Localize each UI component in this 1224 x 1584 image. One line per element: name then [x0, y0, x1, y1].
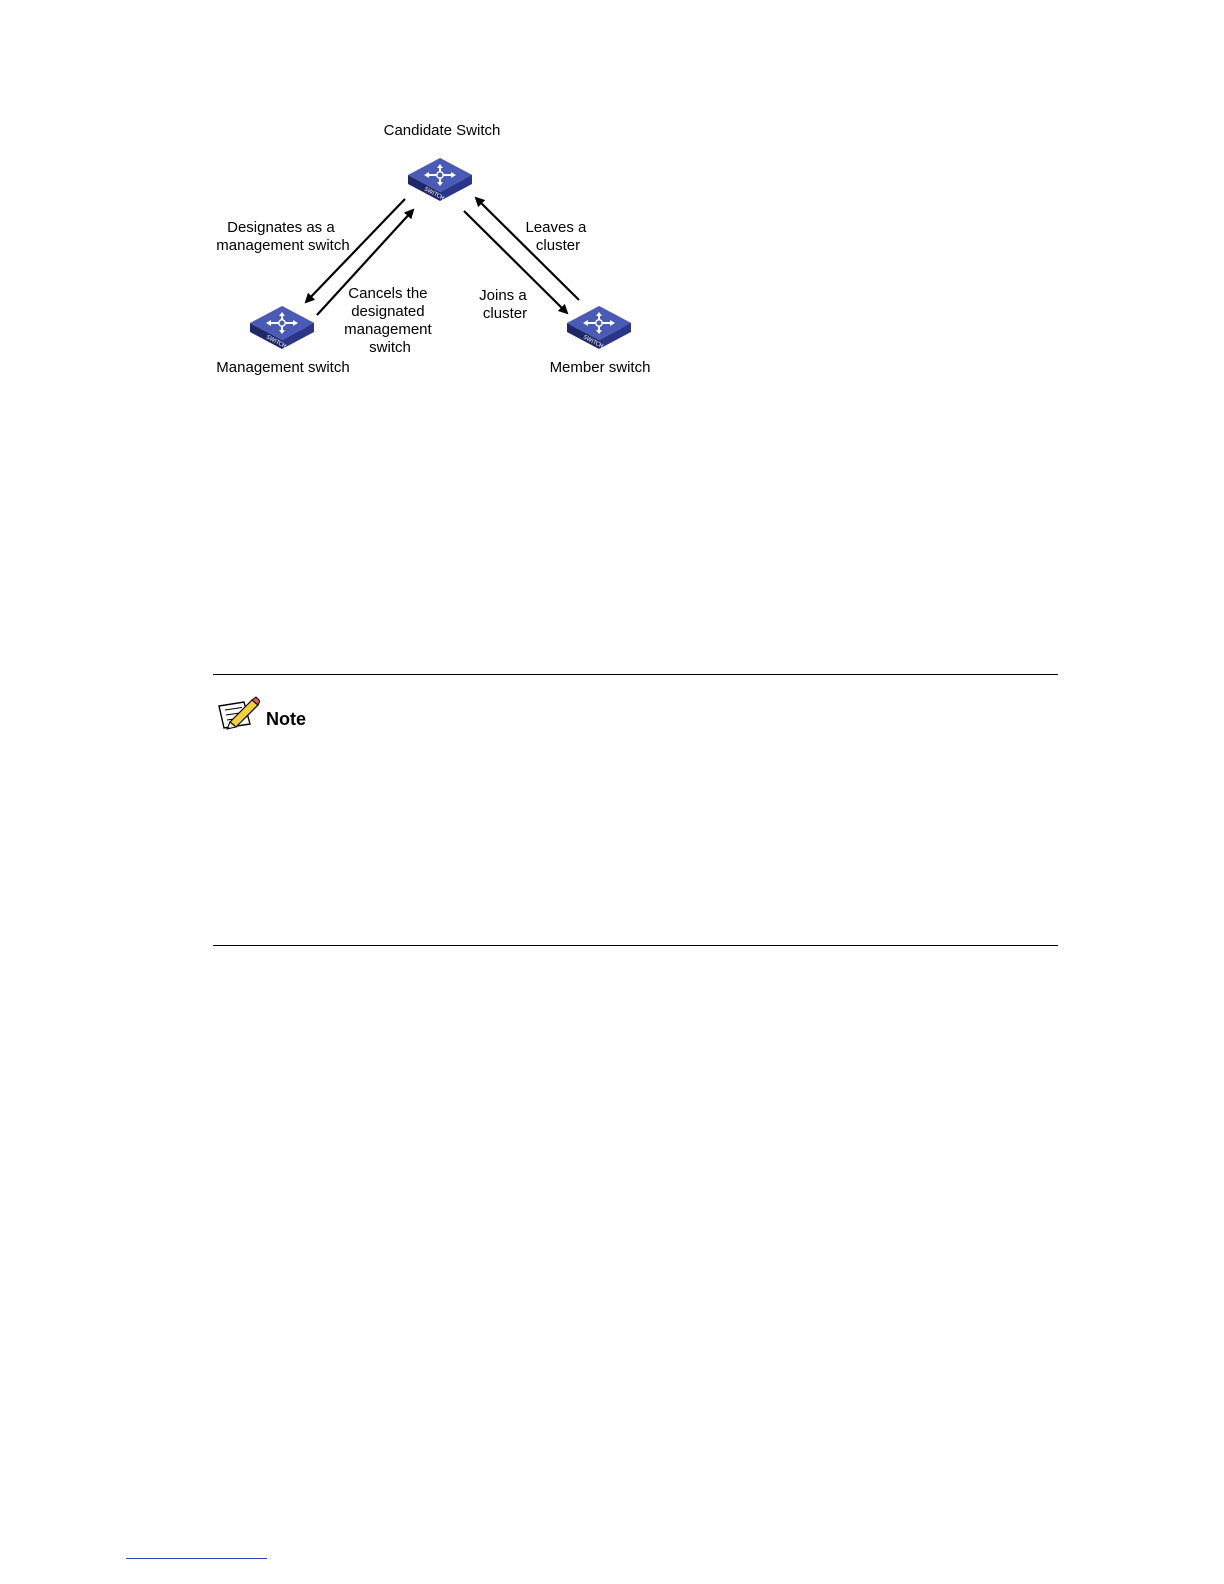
- footer-rule: [126, 1558, 267, 1559]
- note-label: Note: [266, 708, 306, 729]
- edge-label-joins: Joins a cluster: [479, 287, 528, 322]
- switch-role-diagram: [0, 0, 1224, 420]
- management-switch-node: [216, 306, 349, 376]
- member-switch-node: [550, 306, 651, 376]
- note-bottom-rule: [213, 945, 1058, 946]
- note-top-rule: [213, 674, 1058, 675]
- candidate-switch-device-text: SWITCH: [423, 186, 445, 202]
- edge-label-designates: Designates as a management switch: [216, 219, 350, 254]
- pencil-notepad-icon: [216, 696, 260, 732]
- edge-label-leaves: Leaves a cluster: [525, 219, 587, 254]
- member-switch-label: Member switch: [549, 359, 651, 376]
- member-switch-device-text: SWITCH: [582, 334, 604, 350]
- edge-label-cancels: Cancels the designated management switch: [344, 285, 432, 356]
- note-header: [216, 696, 306, 732]
- candidate-switch-label: Candidate Switch: [383, 122, 501, 139]
- management-switch-label: Management switch: [216, 359, 350, 376]
- management-switch-device-text: SWITCH: [265, 334, 287, 350]
- candidate-switch-node: [384, 122, 501, 202]
